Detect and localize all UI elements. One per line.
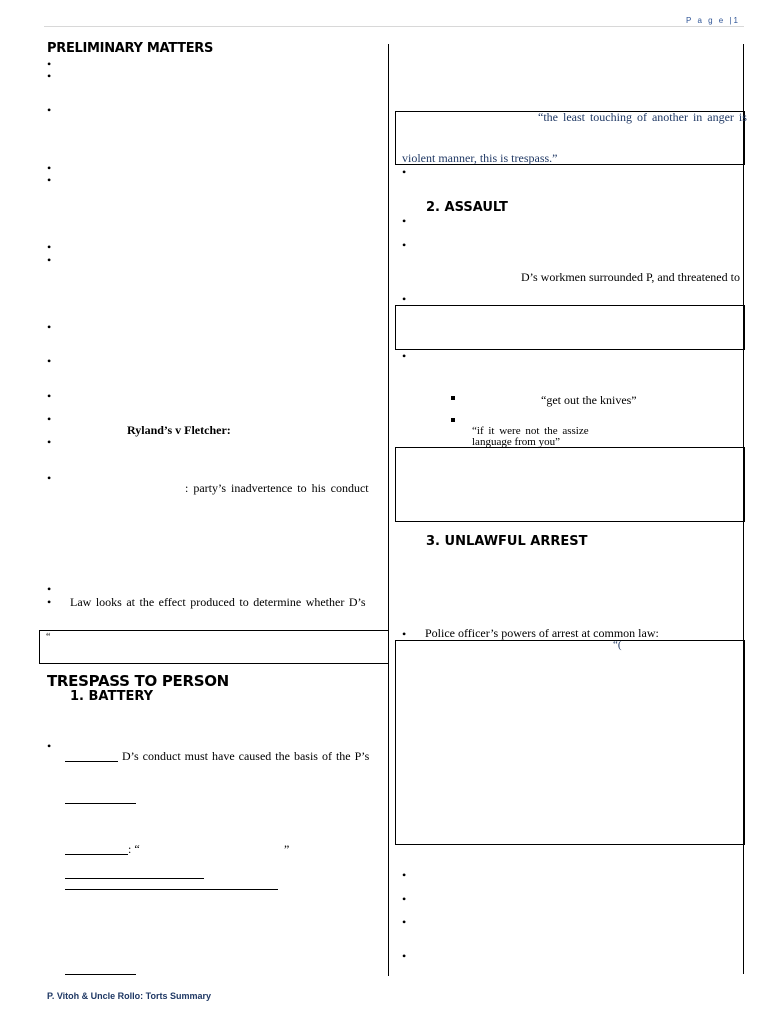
heading-trespass-to-person: TRESPASS TO PERSON bbox=[47, 672, 229, 690]
bullet: • bbox=[402, 627, 407, 641]
bullet: • bbox=[47, 354, 52, 368]
inadvertence-text: : party’s inadvertence to his conduct bbox=[185, 481, 369, 495]
battery-quote-line-2: violent manner, this is trespass.” bbox=[402, 151, 558, 165]
bullet: • bbox=[47, 320, 52, 334]
heading-battery: 1. BATTERY bbox=[70, 689, 154, 704]
workmen-text: D’s workmen surrounded P, and threatened to bbox=[521, 270, 740, 284]
law-looks-text: Law looks at the effect produced to determine whether D’s bbox=[70, 595, 366, 609]
bullet: • bbox=[402, 915, 407, 929]
police-box-quote-mark: “( bbox=[613, 639, 622, 651]
bullet: • bbox=[402, 892, 407, 906]
assize-quote-line-2: language from you” bbox=[472, 436, 560, 448]
blank-underline bbox=[65, 803, 136, 804]
bullet: • bbox=[47, 69, 52, 83]
bullet: • bbox=[47, 739, 52, 753]
bullet: • bbox=[47, 595, 52, 609]
bullet: • bbox=[47, 161, 52, 175]
conduct-text: D’s conduct must have caused the basis of the P’s bbox=[122, 749, 370, 763]
heading-assault: 2. ASSAULT bbox=[426, 200, 508, 215]
police-powers-box bbox=[395, 640, 745, 845]
assault-case-box bbox=[395, 305, 745, 350]
blank-underline bbox=[65, 854, 128, 855]
bullet: • bbox=[402, 868, 407, 882]
blank-underline bbox=[65, 974, 136, 975]
bullet: • bbox=[47, 173, 52, 187]
square-bullet bbox=[451, 418, 455, 422]
bullet: • bbox=[47, 57, 52, 71]
heading-unlawful-arrest: 3. UNLAWFUL ARREST bbox=[426, 534, 588, 549]
bullet: • bbox=[402, 949, 407, 963]
bullet: • bbox=[47, 240, 52, 254]
bullet: • bbox=[47, 253, 52, 267]
quote-box-left bbox=[39, 630, 389, 664]
rylands-case-text: Ryland’s v Fletcher: bbox=[127, 423, 231, 437]
bullet: • bbox=[402, 214, 407, 228]
quote-mark: “ bbox=[46, 632, 51, 643]
bullet: • bbox=[47, 412, 52, 426]
bullet: • bbox=[47, 103, 52, 117]
assault-quote-box bbox=[395, 447, 745, 522]
bullet: • bbox=[47, 389, 52, 403]
blank-underline bbox=[65, 889, 278, 890]
knives-quote: “get out the knives” bbox=[541, 393, 637, 407]
heading-preliminary-matters: PRELIMINARY MATTERS bbox=[47, 41, 214, 56]
bullet: • bbox=[402, 292, 407, 306]
column-divider bbox=[388, 44, 389, 976]
bullet: • bbox=[47, 582, 52, 596]
quote-close: ” bbox=[284, 842, 290, 856]
battery-quote-line-1: “the least touching of another in anger is bbox=[538, 110, 747, 124]
header-rule bbox=[44, 26, 744, 27]
square-bullet bbox=[451, 396, 455, 400]
bullet: • bbox=[402, 349, 407, 363]
police-powers-text: Police officer’s powers of arrest at common law: bbox=[425, 626, 659, 640]
blank-underline bbox=[65, 761, 118, 762]
bullet: • bbox=[47, 435, 52, 449]
footer-text: P. Vitoh & Uncle Rollo: Torts Summary bbox=[47, 991, 212, 1001]
blank-underline bbox=[65, 878, 204, 879]
bullet: • bbox=[402, 165, 407, 179]
bullet: • bbox=[402, 238, 407, 252]
page-number: P a g e |1 bbox=[686, 16, 740, 25]
assize-quote-line-1: “if it were not the assize bbox=[472, 425, 589, 437]
quote-open: : “ bbox=[128, 842, 140, 856]
bullet: • bbox=[47, 471, 52, 485]
